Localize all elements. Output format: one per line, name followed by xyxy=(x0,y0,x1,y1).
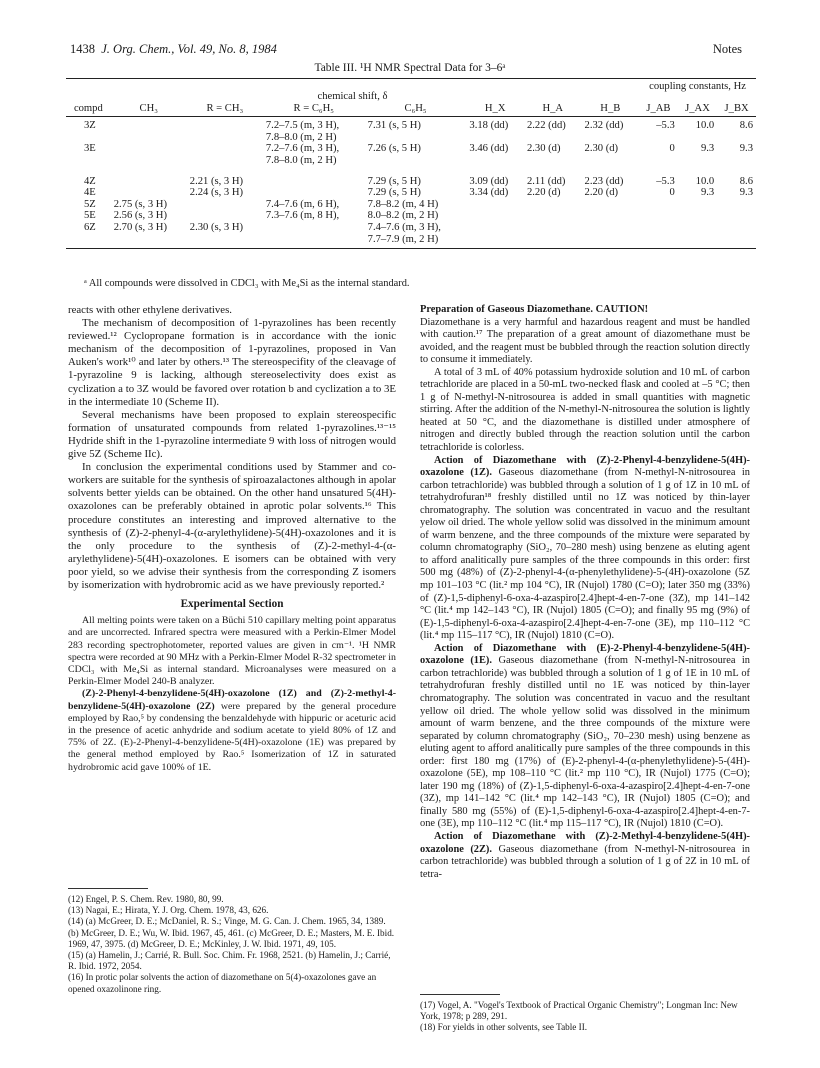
table-cell-jbx xyxy=(717,210,756,222)
column-header: compd xyxy=(66,103,111,117)
table-cell-jbx xyxy=(717,199,756,211)
table-cell-rc6h5 xyxy=(263,176,365,188)
table-cell-jab: –5.3 xyxy=(656,175,675,187)
table-row xyxy=(66,117,756,144)
column-header: R = C₆H₅ xyxy=(263,103,365,117)
table-cell-c6h5: 7.8–8.2 (m, 4 H) xyxy=(367,198,439,210)
table-cell-c6h5: 7.26 (s, 5 H) xyxy=(367,143,421,155)
table-cell-jab xyxy=(639,222,678,249)
table-cell-rc6h5: 7.3–7.6 (m, 8 H), xyxy=(265,210,340,222)
table-cell-rch3 xyxy=(187,117,263,144)
table-cell-c6h5: 8.0–8.2 (m, 2 H) xyxy=(367,210,439,222)
left-footnotes xyxy=(68,894,398,995)
table-cell-jax: 9.3 xyxy=(700,143,715,155)
coupling-header: coupling constants, Hz xyxy=(639,79,756,103)
footnote: (12) Engel, P. S. Chem. Rev. 1980, 80, 99. xyxy=(68,894,224,904)
table-cell-rc6h5: 7.2–7.5 (m, 3 H), 7.8–8.0 (m, 2 H) xyxy=(265,120,340,143)
table-cell-compd: 3E xyxy=(84,143,96,155)
table-cell-ch3: 2.70 (s, 3 H) xyxy=(111,222,187,249)
paragraph: reacts with other ethylene derivatives. xyxy=(68,304,232,316)
table-cell-jab: 0 xyxy=(669,143,675,155)
table-cell-compd: 6Z xyxy=(66,222,111,249)
table-cell-ch3: 2.75 (s, 3 H) xyxy=(113,198,167,210)
footnote: (13) Nagai, E.; Hirata, Y. J. Org. Chem. 1978, 43, 626. xyxy=(68,905,269,916)
table-cell-jax xyxy=(678,199,717,211)
table-cell-ha xyxy=(524,222,582,249)
table-cell-hx: 3.34 (dd) xyxy=(469,187,509,199)
paragraph: All melting points were taken on a Büchi 510 capillary melting point apparatus and are uncorrected. Infrared spectra were measured with a Perkin-Elmer Model 283 recording spectrophotometer, reported values are given in cm⁻¹. ¹H NMR spectra were recorded at 90 MHz with a Perkin-Elmer Model R-32 spectrometer in CDCl₃ with Me₄Si as internal standard. Microanalyses were measured on a Perkin-Elmer Model 240-B analyzer. xyxy=(68,615,396,688)
table-cell-ch3 xyxy=(111,117,187,144)
table-title: Table III. ¹H NMR Spectral Data for 3–6ᵃ xyxy=(314,62,506,74)
right-column xyxy=(420,304,750,881)
table-cell-hb: 2.30 (d) xyxy=(584,143,619,155)
section-label: Notes xyxy=(712,42,742,56)
column-header: CH₃ xyxy=(111,103,187,117)
table-cell-jab: –5.3 xyxy=(656,120,675,132)
table-cell-hx: 3.09 (dd) xyxy=(469,175,509,187)
chemical-shift-header: chemical shift, δ xyxy=(66,79,639,103)
paragraph-text: Gaseous diazomethane (from N-methyl-N-nitrosourea in carbon tetrachloride) was bubbled through a solution of 1 g of 2Z in 10 mL of tetra- xyxy=(420,843,751,880)
table-cell-hx xyxy=(466,210,524,222)
paragraph-text: Gaseous diazomethane (from N-methyl-N-nitrosourea in carbon tetrachloride) was bubbled through a solution of 1 g of 1E in 10 mL of tetrahydrofuran freshly distilled until no 1E was noticed by thin-layer chromatography. The solution was concentrated in vacuo and the resultant yellow oil dried. The whole yellow solid was dissolved in the minimum amount of warm benzene, and the three compounds of the mixture were separated by column chromatography (SiO₂, 70–230 mesh) using benzene as eluting agent to afford analitically pure samples of the three compounds in this order: first 180 mg (17%) of (E)-2-phenyl-4-(α-phenylethylidene)-5-(4H)-oxazolone (5E), mp 108–110 °C (lit.² mp 110 °C), IR (Nujol) 1775 (C=O); later 190 mg (18%) of (Z)-1,5-diphenyl-6-oxa-4-azaspiro[2.4]hept-4-en-7-one (3Z), mp 141–142 °C (lit.⁴ mp 142–143 °C), IR (Nujol) 1805 (C=O); and finally 580 mg (55%) of (E)-1,5-diphenyl-6-oxa-4-azaspiro[2.4]hept-4-en-7-one (3E), mp 110–112 °C (lit.⁴ mp 115–117 °C), IR (Nujol) 1810 (C=O). xyxy=(420,655,751,830)
table-cell-jab: 0 xyxy=(669,187,675,199)
column-header: J_AX xyxy=(678,103,717,117)
table-row xyxy=(66,199,756,211)
table-cell-jax: 10.0 xyxy=(695,175,715,187)
table-cell-rch3 xyxy=(187,199,263,211)
table-row xyxy=(66,210,756,222)
table-cell-c6h5: 7.29 (s, 5 H) xyxy=(367,187,421,199)
table-cell-jab xyxy=(639,199,678,211)
table-cell-ha: 2.20 (d) xyxy=(526,187,561,199)
table-row xyxy=(66,222,756,249)
table-cell-c6h5: 7.4–7.6 (m, 3 H), 7.7–7.9 (m, 2 H) xyxy=(365,222,467,249)
table-cell-ch3 xyxy=(111,176,187,188)
table-cell-rc6h5: 7.2–7.6 (m, 3 H), 7.8–8.0 (m, 2 H) xyxy=(265,143,340,166)
footnote: (18) For yields in other solvents, see Table II. xyxy=(420,1022,588,1033)
table-cell-ch3 xyxy=(111,187,187,199)
table-cell-ch3: 2.56 (s, 3 H) xyxy=(113,210,167,222)
table-cell-rch3 xyxy=(187,143,263,166)
table-cell-ha: 2.11 (dd) xyxy=(526,175,566,187)
table-cell-rch3: 2.24 (s, 3 H) xyxy=(189,187,244,199)
paragraph: A total of 3 mL of 40% potassium hydroxide solution and 10 mL of carbon tetrachloride are placed in a 50-mL two-necked flask and cooled at –5 °C; then 1 g of N-methyl-N-nitrosourea is added in small quantities with magnetic stirring. After the addition of the N-methyl-N-nitrosourea the solution is lightly heated at 50 °C, and the diazomethane is distilled under atmosphere of nitrogen and directly bubled through the reaction solution until the carbon tetrachloride is colorless. xyxy=(420,366,750,454)
column-header: C₆H₅ xyxy=(365,103,467,117)
table-cell-rch3: 2.30 (s, 3 H) xyxy=(187,222,263,249)
column-header: R = CH₃ xyxy=(187,103,263,117)
column-header: H_X xyxy=(466,103,524,117)
section-heading: Experimental Section xyxy=(180,598,284,611)
table-body xyxy=(66,117,756,249)
table-cell-hx xyxy=(466,199,524,211)
table-cell-ha: 2.22 (dd) xyxy=(526,120,566,132)
table-cell-compd: 5Z xyxy=(84,198,96,210)
paragraph-text: were prepared by the general procedure employed by Rao,⁵ by condensing the benzaldehyde with hippuric or aceturic acid in the presence of acetic anhydride and sodium acetate to yield 80% of 1Z and 75% of 2Z. (E)-2-Phenyl-4-benzylidene-5(4H)-oxazolone (1E) was prepared by the general method employed by Rao.⁵ Isomerization of 1Z in saturated hydrobromic acid gave 100% of 1E. xyxy=(68,700,396,773)
table-cell-jbx: 8.6 xyxy=(739,120,753,132)
paragraph-text: Gaseous diazomethane (from N-methyl-N-nitrosourea in carbon tetrachloride) was bubbled through a solution of 1 g of 1Z in 10 mL of tetrahydrofuran¹⁸ freshly distilled until no 1Z was noticed by thin-layer chromatography. The solution was concentrated in vacuo and the resultant yelow oil dried. The whole yellow solid was dissolved in the minimum amount of warm benzene, and the three compounds of the mixture were separated by column chromatography (SiO₂, 70–280 mesh) using benzene as eluting agent to afford analitically pure samples of the three compounds in this order: first 500 mg (48%) of (Z)-2-phenyl-4-(α-phenylethylidene)-5-(4H)-oxazolone (5Z mp 101–103 °C (lit.² mp 104 °C), IR (Nujol) 1780 (C=O); later 350 mg (33%) of (Z)-1,5-diphenyl-6-oxa-4-azaspiro[2.4]hept-4-en-7-one (3Z), mp 141–142 °C (lit.⁴ mp 142–143 °C), IR (Nujol) 1805 (C=O); and finally 95 mg (9%) of (E)-1,5-diphenyl-6-oxa-4-azaspiro[2.4]hept-4-en-7-one (3E), mp 110–112 °C (lit.⁴ mp 115–117 °C), IR (Nujol) 1810 (C=O). xyxy=(420,467,751,642)
table-footnote: ᵃ All compounds were dissolved in CDCl₃ with Me₄Si as the internal standard. xyxy=(84,278,410,289)
column-headers xyxy=(66,103,756,117)
table-cell-hx: 3.46 (dd) xyxy=(469,143,509,155)
table-cell-ha: 2.30 (d) xyxy=(526,143,561,155)
prep-heading: Preparation of Gaseous Diazomethane. CAUTION! xyxy=(420,304,649,315)
column-header: H_A xyxy=(524,103,582,117)
footnote: (15) (a) Hamelin, J.; Carrié, R. Bull. Soc. Chim. Fr. 1968, 2521. (b) Hamelin, J.; Carrié, R. Ibid. 1972, 2054. xyxy=(68,950,391,972)
footnote-rule xyxy=(68,888,148,889)
procedure-heading: Action of Diazomethane with (Z)-2-Methyl-4-benzylidene-5(4H)-oxazolone (2Z). xyxy=(420,830,750,855)
column-header: J_BX xyxy=(717,103,756,117)
table-cell-jax xyxy=(678,222,717,249)
table-cell-compd: 5E xyxy=(84,210,96,222)
table-cell-jax: 10.0 xyxy=(695,120,715,132)
table-cell-compd: 4Z xyxy=(84,175,96,187)
table-cell-rch3 xyxy=(187,210,263,222)
table-cell-rc6h5: 7.4–7.6 (m, 6 H), xyxy=(265,198,340,210)
table-cell-jbx xyxy=(717,222,756,249)
table-cell-jab xyxy=(639,210,678,222)
table-cell-jbx: 9.3 xyxy=(739,187,753,199)
paragraph: Diazomethane is a very harmful and hazardous reagent and must be handled with caution.¹⁷ The preparation of a great amount of diazomethane must be avoided, and the reagent must be bubbled through the reaction solution directly to consume it immediately. xyxy=(420,316,750,366)
right-footnotes xyxy=(420,1000,750,1034)
page-number: 1438 xyxy=(70,42,95,56)
table-row xyxy=(66,176,756,188)
nmr-table xyxy=(66,78,756,249)
table-cell-jax xyxy=(678,210,717,222)
table-cell-hx: 3.18 (dd) xyxy=(469,120,509,132)
table-row xyxy=(66,143,756,166)
table-cell-jbx: 9.3 xyxy=(739,143,753,155)
paragraph: Several mechanisms have been proposed to explain stereospecific formation of unsaturated compounds from related 1-pyrazolines.¹³⁻¹⁵ Hydride shift in the 1-pyrazoline intermediate 9 with loss of nitrogen would give 5Z (Scheme IIc). xyxy=(68,408,396,461)
table-cell-rc6h5 xyxy=(263,187,365,199)
table-cell-hb xyxy=(582,222,640,249)
table-cell-rch3: 2.21 (s, 3 H) xyxy=(189,175,244,187)
compound-heading: (Z)-2-Phenyl-4-benzylidene-5(4H)-oxazolone (1Z) and (Z)-2-methyl-4-benzylidene-5(4H)-oxazolone (2Z) xyxy=(68,688,396,712)
table-cell-compd: 3Z xyxy=(84,120,96,132)
left-column xyxy=(68,304,396,774)
procedure-heading: Action of Diazomethane with (E)-2-Phenyl-4-benzylidene-5(4H)-oxazolone (1E). xyxy=(420,642,750,667)
table-cell-hb xyxy=(582,199,640,211)
table-cell-ha xyxy=(524,210,582,222)
footnote: (16) In protic polar solvents the action of diazomethane on 5(4)-oxazolones gave an opened oxazolinone ring. xyxy=(68,972,377,994)
paragraph: In conclusion the experimental conditions used by Stammer and co-workers are suitable for the synthesis of spiroazalactones although in apolar solvents better yields can be obtained. On the other hand unsatured 5(4H)-oxazolones can be preferably obtained in aprotic polar solvents.¹⁶ This procedure constitutes an interesting and improved alternative to the synthesis of (Z)-2-phenyl-4-(α-arylethylidene)-5(4H)-oxazolones and it is the only procedure to the synthesis of (Z)-2-methyl-4-(α-arylethylidene)-5(4H)-oxazolones. E isomers can be obtained with very poor yield, so we advise their synthesis from the corresponding Z isomers by isomerization with hydrobromic acid as we have previously reported.² xyxy=(68,461,396,591)
procedure-heading: Action of Diazomethane with (Z)-2-Phenyl-4-benzylidene-5(4H)-oxazolone (1Z). xyxy=(420,454,750,479)
table-cell-rc6h5 xyxy=(263,222,365,249)
table-cell-hb xyxy=(582,210,640,222)
paragraph: The mechanism of decomposition of 1-pyrazolines has been recently reviewed.¹² Cyclopropane formation is in accordance with the ionic mechanism of the decomposition of 1-pyrazolines, proposed in Van Auken's work¹⁰ and later by others.¹³ The stereospecifity of the cleavage of 1-pyrazoline 9 is lacking, although stereoselectivity does exist as cyclization a to 3Z would be favored over rotation b and cyclization a to 3E in the intermediate 10 (Scheme II). xyxy=(68,317,396,408)
footnote: (14) (a) McGreer, D. E.; McDaniel, R. S.; Vinge, M. G. Can. J. Chem. 1965, 34, 1389. (b) McGreer, D. E.; Wu, W. Ibid. 1967, 45, 461. (c) McGreer, D. E.; Masters, M. E. Ibid. 1969, 47, 3975. (d) McGreer, D. E.; McKinley, J. W. Ibid. 1971, 49, 105. xyxy=(68,916,395,949)
table-cell-ch3 xyxy=(111,143,187,166)
table-cell-hx xyxy=(466,222,524,249)
table-cell-c6h5: 7.29 (s, 5 H) xyxy=(367,175,421,187)
journal-citation: J. Org. Chem., Vol. 49, No. 8, 1984 xyxy=(101,42,277,56)
table-cell-c6h5: 7.31 (s, 5 H) xyxy=(367,120,421,132)
table-cell-jax: 9.3 xyxy=(700,187,715,199)
footnote-rule xyxy=(420,994,500,995)
table-cell-ha xyxy=(524,199,582,211)
table-cell-jbx: 8.6 xyxy=(739,175,753,187)
table-cell-hb: 2.32 (dd) xyxy=(584,120,624,132)
column-header: J_AB xyxy=(639,103,678,117)
table-row xyxy=(66,187,756,199)
page-header xyxy=(70,42,277,57)
table-cell-compd: 4E xyxy=(84,187,96,199)
column-header: H_B xyxy=(582,103,640,117)
table-cell-hb: 2.20 (d) xyxy=(584,187,619,199)
footnote: (17) Vogel, A. "Vogel's Textbook of Practical Organic Chemistry"; Longman Inc: New York, 1978; p 289, 291. xyxy=(420,1000,738,1022)
paragraph xyxy=(68,688,396,773)
table-cell-hb: 2.23 (dd) xyxy=(584,175,624,187)
